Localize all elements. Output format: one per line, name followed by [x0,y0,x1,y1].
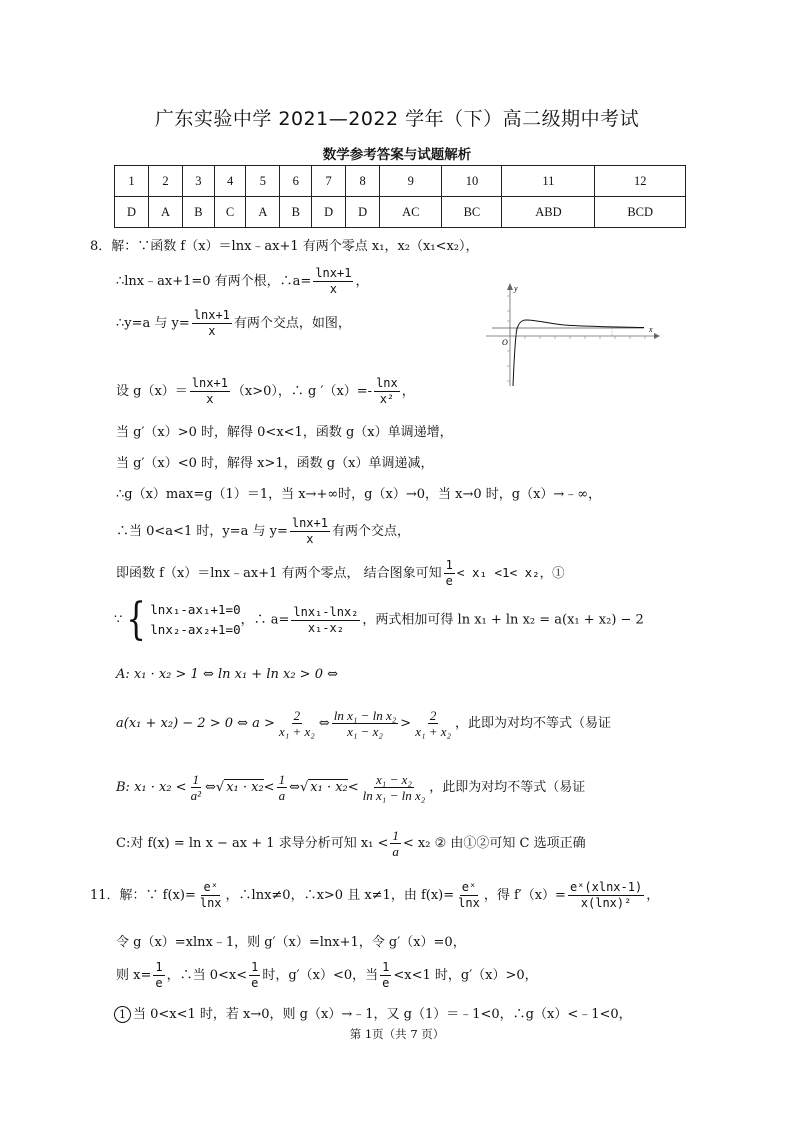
q11-line-3: 则 x= $\frac{1}{e}$ ，∴当 0<x< $\frac{1}{e}$ 时，g′（x）<0，当 $\frac{1}{e}$ <x<1 时，g′（x）>0， [116,960,538,990]
q8-equation-system: ∵{ lnx₁-ax₁+1=0 lnx₂-ax₂+1=0 ，∴ a= $\frac{\text{lnx₁-lnx₂}}{\text{x₁-x₂}}$ ，两式相加可得 ln x₁ + ln x₂ = a(x₁ + x₂) − 2 [114,594,644,645]
fraction: $\frac{1}{\text{a²}}$ [190,772,201,803]
fraction: $\frac{2}{\text{x₁ + x₂}}$ [278,708,315,739]
function-graph [484,282,660,388]
table-cell-answer: D [115,197,149,228]
circled-number: 1 [114,1006,131,1023]
q8-line-7: ∴g（x）max=g（1）＝1，当 x→+∞时，g（x）→0，当 x→0 时，g（x）→﹣∞， [116,487,602,502]
q11-line-1: 11．解：∵ f(x)= $\frac{\text{eˣ}}{\ln x}$ ，∴lnx≠0，∴x>0 且 x≠1，由 f(x)= $\frac{\text{eˣ}}{\ln x}$ ，得 f′（x）= $\frac{\text{eˣ(xlnx-1)}}{\text{x(lnx)²}}$ ， [90,880,660,910]
fraction: $\frac{\ln x+1}{x}$ [291,516,328,546]
q8-line-9: 即函数 f（x）＝lnx﹣ax+1 有两个零点， 结合图象可知 $\frac{1}{e}$ < x₁ <1< x₂，① [116,558,565,588]
table-cell-number: 5 [246,166,280,197]
table-cell-number: 4 [214,166,246,197]
fraction: $\frac{\text{x₁ − x₂}}{\text{ln x₁ − ln x₂}}$ [362,772,426,803]
sqrt: x₁ · x₂ [310,780,348,795]
fraction: $\frac{\text{lnx₁-lnx₂}}{\text{x₁-x₂}}$ [293,604,359,635]
fraction: $\frac{1}{e}$ [382,960,390,990]
page-footer: 第 1页（共 7 页） [349,1027,445,1041]
option-a-line: A: x₁ · x₂ > 1 ⇔ ln x₁ + ln x₂ > 0 ⇔ [116,667,338,682]
table-cell-number: 6 [280,166,312,197]
q8-line-5: 当 g′（x）>0 时，解得 0<x<1，函数 g（x）单调递增， [116,425,453,440]
table-cell-number: 9 [380,166,442,197]
table-cell-answer: B [183,197,215,228]
fraction: $\frac{1}{a}$ [392,828,399,859]
q8-line-6: 当 g′（x）<0 时，解得 x>1，函数 g（x）单调递减， [116,456,434,471]
fraction: $\frac{1}{a}$ [278,772,286,803]
option-c-line: C:对 f(x) = ln x − ax + 1 求导分析可知 x₁ < $\frac{1}{a}$ < x₂ ② 由①②可知 C 选项正确 [116,828,586,859]
table-cell-number: 7 [312,166,346,197]
table-cell-answer: BCD [595,197,686,228]
sqrt: x₁ · x₂ [226,780,264,795]
q8-line-8: ∴当 0<a<1 时，y=a 与 y= $\frac{\ln x+1}{x}$ 有两个交点， [116,516,410,546]
table-cell-number: 10 [442,166,502,197]
table-cell-answer: ABD [502,197,595,228]
q11-line-4: 1 当 0<x<1 时，若 x→0，则 g（x）→﹣1，又 g（1）＝﹣1<0，∴g（x）<﹣1<0， [114,1006,632,1024]
q11-line-2: 令 g（x）=xlnx﹣1，则 g′（x）=lnx+1，令 g′（x）=0， [116,935,466,950]
fraction: $\frac{\text{eˣ(xlnx-1)}}{\text{x(lnx)²}}$ [569,880,643,910]
y-axis-arrow [507,283,513,290]
table-cell-answer: B [280,197,312,228]
fraction: $\frac{1}{e}$ [251,960,259,990]
option-a-derivation: a(x₁ + x₂) − 2 > 0 ⇔ a > $\frac{2}{\text{x₁ + x₂}}$ ⇔ $\frac{\text{ln x₁ − ln x₂}}{\text{x₁ − x₂}}$ > $\frac{2}{\text{x₁ + x₂}}$ ，此即为对均不等式（易证 [116,708,612,739]
q8-line-1: 8．解：∵函数 f（x）＝lnx﹣ax+1 有两个零点 x₁，x₂（x₁<x₂）， [90,239,479,254]
fraction: $\frac{\text{eˣ}}{\ln x}$ [458,880,480,910]
table-cell-answer: A [149,197,183,228]
table-cell-number: 3 [183,166,215,197]
curve-g [513,320,644,386]
x-axis-arrow [654,333,660,339]
table-cell-answer: D [346,197,380,228]
table-cell-number: 1 [115,166,149,197]
table-cell-number: 11 [502,166,595,197]
table-cell-number: 8 [346,166,380,197]
origin-label: O [502,338,508,347]
fraction: $\frac{\text{ln x₁ − ln x₂}}{\text{x₁ − x₂}}$ [333,708,397,739]
fraction: $\frac{\ln x+1}{x}$ [193,308,230,338]
table-cell-answer: BC [442,197,502,228]
page-title: 广东实验中学 2021—2022 学年（下）高二级期中考试 [154,108,640,130]
table-cell-answer: D [312,197,346,228]
fraction: $\frac{\ln x+1}{x}$ [191,376,228,406]
q8-line-2-text: ∴lnx﹣ax+1=0 有两个根，∴a= [116,274,312,289]
x-axis-label: x [649,325,653,334]
y-axis-label: y [514,284,518,293]
fraction: $\frac{1}{e}$ [445,558,453,588]
table-cell-answer: C [214,197,246,228]
fraction: $\frac{1}{e}$ [155,960,163,990]
table-cell-number: 12 [595,166,686,197]
option-b-line: B: x₁ · x₂ < $\frac{1}{\text{a²}}$ ⇔√ x₁ · x₂< $\frac{1}{a}$ ⇔√ x₁ · x₂< $\frac{\text{x₁ − x₂}}{\text{ln x₁ − ln x₂}}$ ，此即为对均不等式（易证 [116,772,586,803]
table-cell-answer: A [246,197,280,228]
fraction: $\frac{\ln x+1}{x}$ [315,266,352,296]
fraction: $\frac{2}{\text{x₁ + x₂}}$ [415,708,452,739]
fraction: $\frac{\ln x}{\text{x²}}$ [376,376,398,406]
table-row-numbers [115,166,686,197]
fraction: $\frac{\text{eˣ}}{\ln x}$ [199,880,222,910]
q8-line-2: ∴lnx﹣ax+1=0 有两个根，∴a= $\frac{\ln x+1}{x}$ ， [116,266,369,296]
left-brace: { [126,594,147,645]
page-subtitle: 数学参考答案与试题解析 [322,147,472,163]
q8-line-4: 设 g（x）＝ $\frac{\ln x+1}{x}$ （x>0），∴ g ′（x）=- $\frac{\ln x}{\text{x²}}$ ， [116,376,415,406]
answer-table [114,165,686,228]
q8-line-3: ∴y=a 与 y= $\frac{\ln x+1}{x}$ 有两个交点，如图， [116,308,351,338]
table-row-answers [115,197,686,228]
system-rows: lnx₁-ax₁+1=0 lnx₂-ax₂+1=0 [150,602,241,637]
table-cell-answer: AC [380,197,442,228]
table-cell-number: 2 [149,166,183,197]
